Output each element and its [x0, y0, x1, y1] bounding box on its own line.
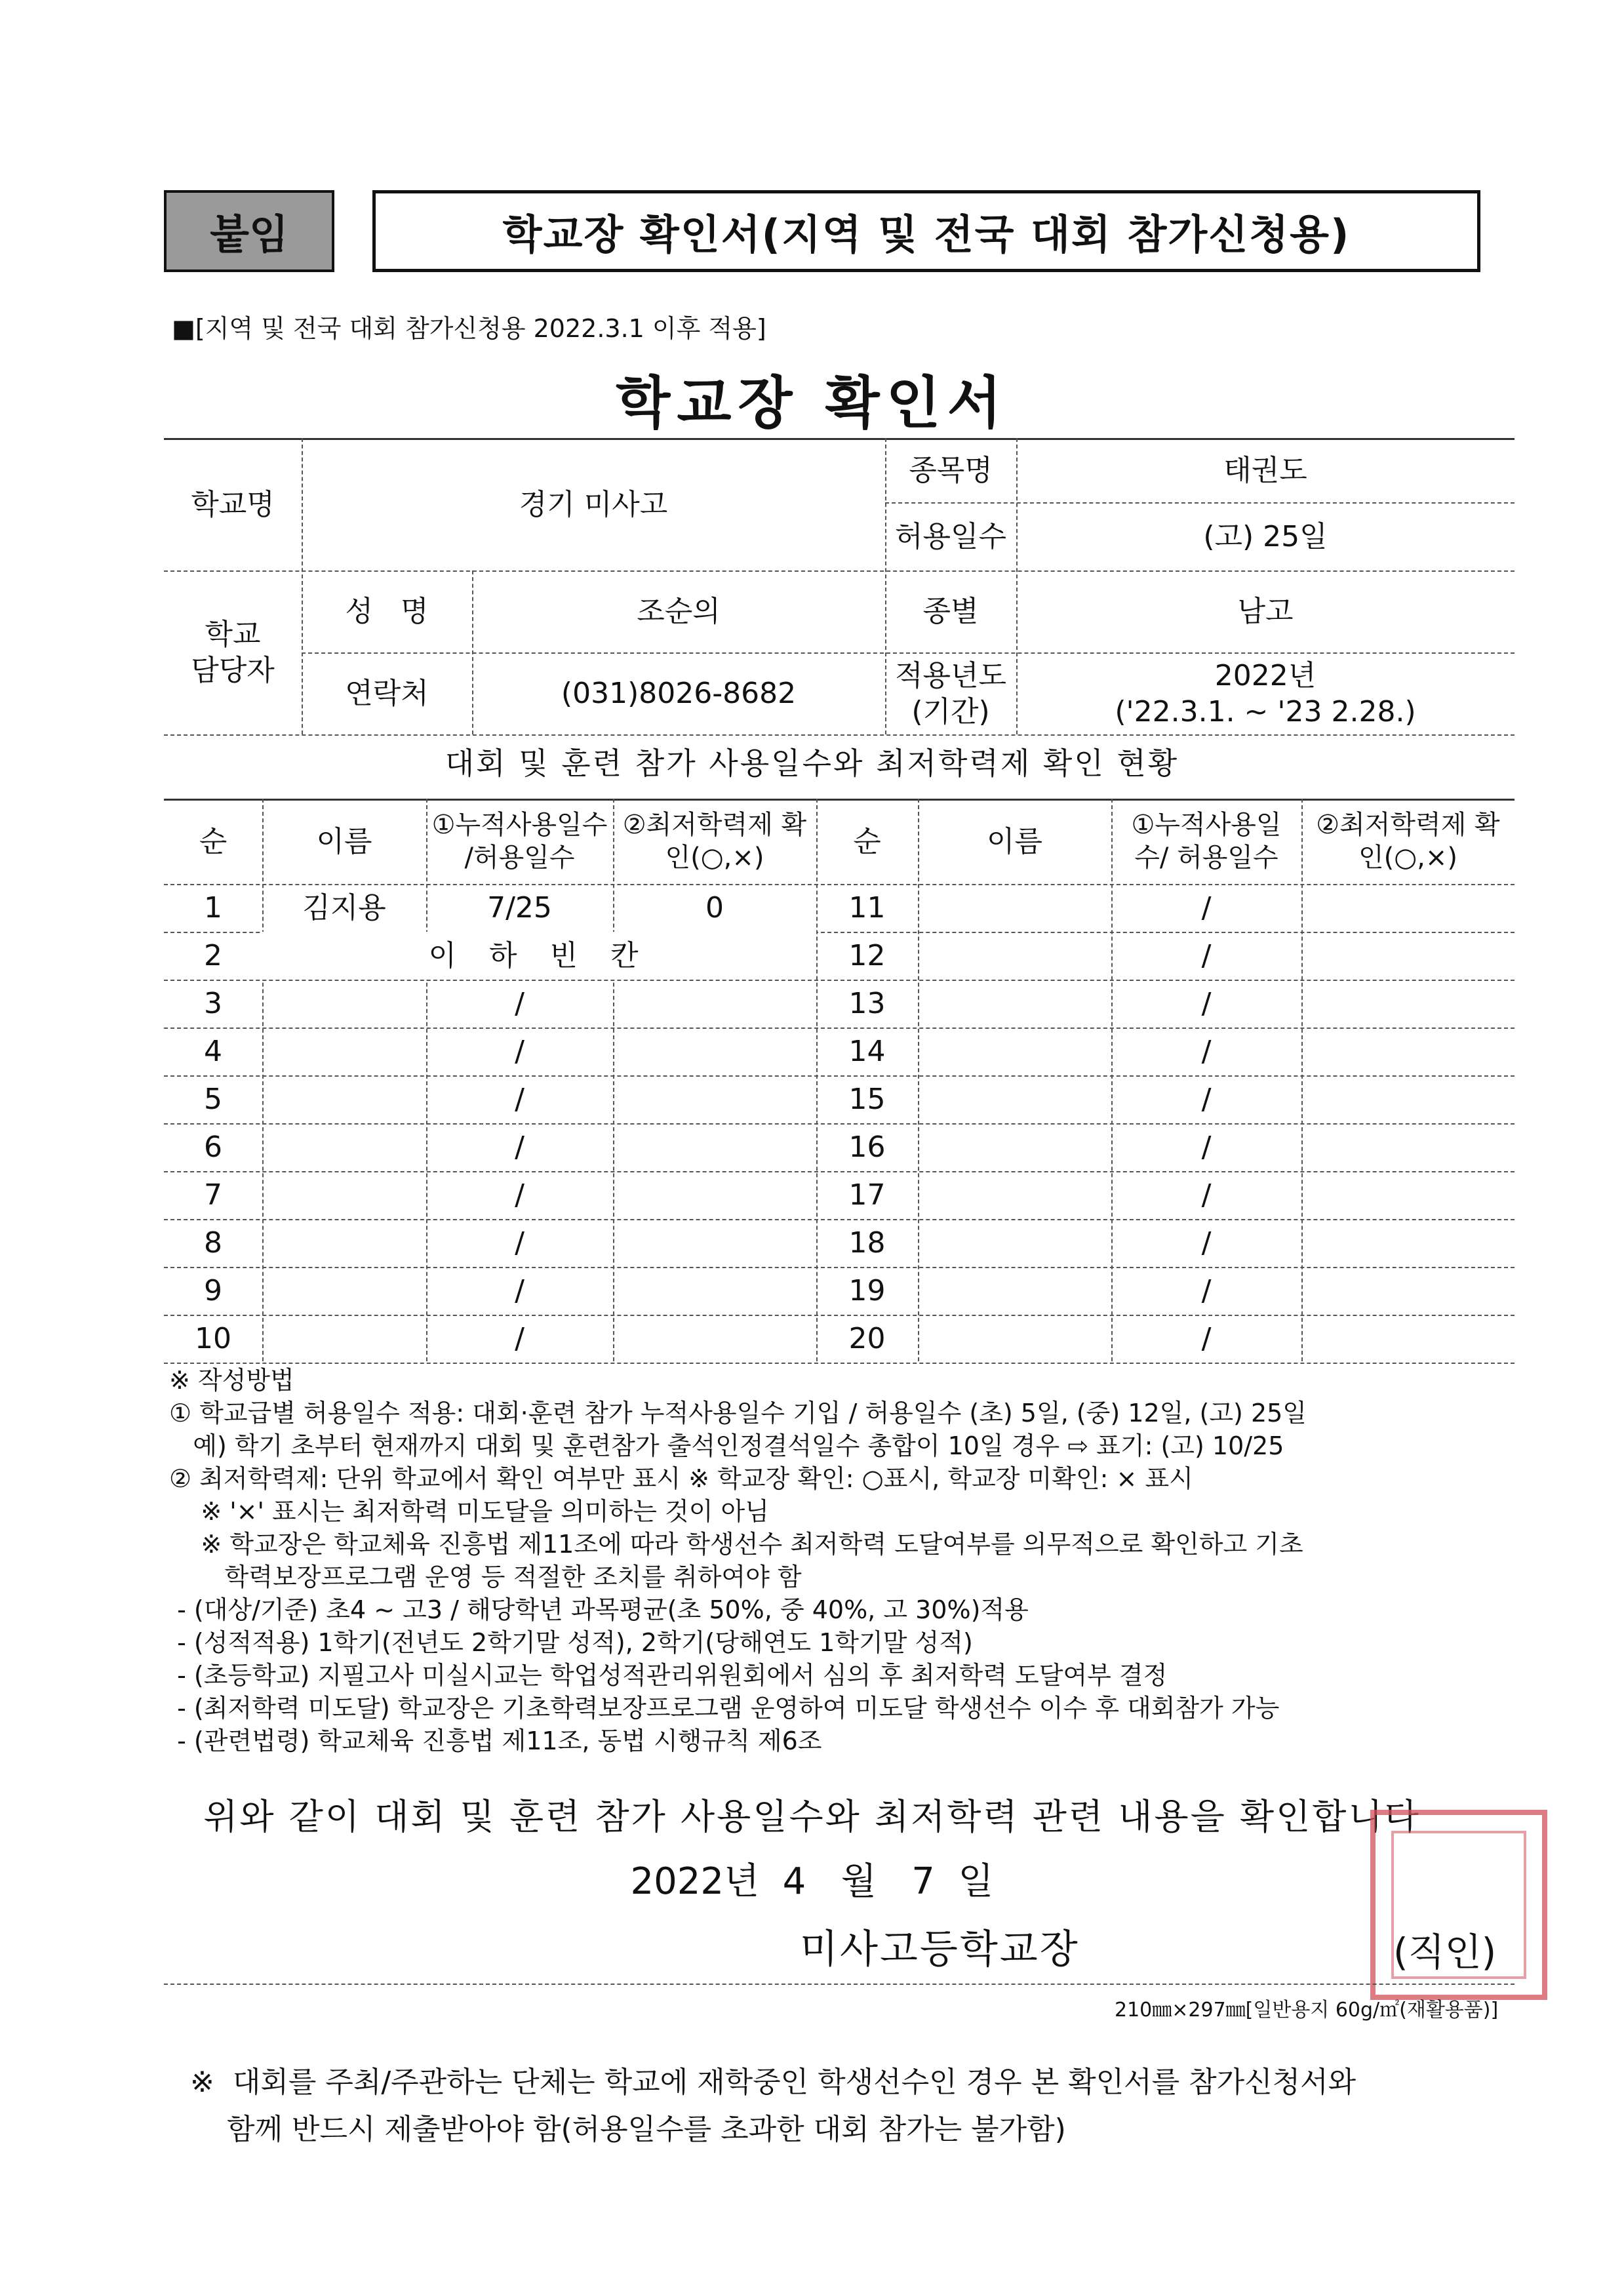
cell-used: / [515, 1130, 525, 1164]
cell-no: 8 [204, 1226, 222, 1260]
note-line: 예) 학기 초부터 현재까지 대회 및 훈련참가 출석인정결석일수 총합이 10일 경우 ⇨ 표기: (고) 10/25 [169, 1431, 1284, 1460]
cell-used: / [515, 1226, 525, 1260]
cell-check [1301, 1315, 1515, 1363]
header-name-left: 이름 [316, 824, 372, 858]
name-label: 성 명 [345, 595, 429, 628]
note-line: ② 최저학력제: 단위 학교에서 확인 여부만 표시 ※ 학교장 확인: ○표시, 학교장 미확인: × 표시 [169, 1464, 1193, 1493]
cell-check: 0 [705, 891, 724, 925]
cell-check [1301, 932, 1515, 980]
cell-check [1301, 1028, 1515, 1075]
cell-no: 16 [848, 1130, 886, 1164]
cell-no: 17 [848, 1178, 886, 1212]
seal-label: (직인) [1393, 1930, 1497, 1974]
cell-name [262, 1123, 426, 1171]
cell-used: / [1201, 1178, 1212, 1212]
cell-check [613, 980, 816, 1028]
year-cell [1016, 652, 1515, 734]
cell-no: 12 [848, 939, 886, 972]
cell-name [918, 980, 1111, 1028]
note-line: - (대상/기준) 초4 ~ 고3 / 해당학년 과목평균(초 50%, 중 40%, 고 30%)적용 [169, 1595, 1029, 1624]
contact-label: 연락처 [345, 677, 429, 710]
year-label: 적용년도 (기간) [894, 658, 1006, 728]
cell-check [613, 1219, 816, 1267]
cell-used: / [1201, 939, 1212, 972]
header-check-right: ②최저학력제 확인(○,×) [1316, 810, 1500, 873]
sport-label: 종목명 [909, 453, 993, 487]
cell-check [1301, 1075, 1515, 1123]
note-line: - (초등학교) 지필고사 미실시교는 학업성적관리위원회에서 심의 후 최저학력 도달여부 결정 [169, 1661, 1168, 1690]
cell-name [918, 1123, 1111, 1171]
cell-check [1301, 1267, 1515, 1315]
cell-check [1301, 1123, 1515, 1171]
cell-no: 11 [848, 891, 886, 925]
header-no-right: 순 [853, 824, 881, 858]
header-name-right: 이름 [986, 824, 1042, 858]
note-line: ※ 작성방법 [169, 1366, 294, 1395]
scope-note: ■[지역 및 전국 대회 참가신청용 2022.3.1 이후 적용] [172, 314, 766, 343]
cell-no: 19 [848, 1274, 886, 1307]
cell-used: / [1201, 987, 1212, 1020]
note-line: - (최저학력 미도달) 학교장은 기초학력보장프로그램 운영하여 미도달 학생선수 이수 후 대회참가 가능 [169, 1694, 1280, 1723]
principal-signature: 미사고등학교장 [800, 1926, 1080, 1972]
cell-name [262, 1267, 426, 1315]
cell-used: / [1201, 1226, 1212, 1260]
cell-no: 3 [204, 987, 222, 1020]
cell-used: / [515, 1178, 525, 1212]
cell-check [1301, 1219, 1515, 1267]
cell-name [262, 1219, 426, 1267]
cell-name [918, 1267, 1111, 1315]
cell-check [613, 1123, 816, 1171]
cell-check [613, 1315, 816, 1363]
cell-no: 2 [204, 939, 222, 972]
cell-name [918, 1075, 1111, 1123]
year-period: ('22.3.1. ~ '23 2.28.) [1115, 694, 1416, 728]
cell-check [613, 1267, 816, 1315]
paper-spec: 210㎜×297㎜[일반용지 60g/㎡(재활용품)] [1115, 1999, 1499, 2022]
cell-used: / [1201, 1274, 1212, 1307]
cell-check [1301, 980, 1515, 1028]
footer-line: 함께 반드시 제출받아야 함(허용일수를 초과한 대회 참가는 불가함) [190, 2113, 1066, 2146]
cell-name [918, 884, 1111, 932]
cell-no: 15 [848, 1083, 886, 1116]
header-used-left: ①누적사용일수 /허용일수 [431, 810, 608, 873]
contact-value: (031)8026-8682 [561, 677, 797, 710]
cell-used: / [515, 1083, 525, 1116]
note-line: ※ 학교장은 학교체육 진흥법 제11조에 따라 학생선수 최저학력 도달여부를 의무적으로 확인하고 기초 [169, 1530, 1303, 1559]
sport-value: 태권도 [1223, 453, 1307, 487]
attachment-tag: 붙임 [164, 190, 334, 272]
note-line: - (관련법령) 학교체육 진흥법 제11조, 동법 시행규칙 제6조 [169, 1726, 822, 1755]
blank-note: 이 하 빈 칸 [262, 932, 816, 980]
header-check-left: ②최저학력제 확인(○,×) [622, 810, 807, 873]
cell-check [613, 1075, 816, 1123]
footer-line: ※ 대회를 주최/주관하는 단체는 학교에 재학중인 학생선수인 경우 본 확인서를 참가신청서와 [190, 2066, 1357, 2099]
cell-name [918, 1219, 1111, 1267]
cell-name [262, 980, 426, 1028]
cell-no: 14 [848, 1035, 886, 1068]
cell-used: / [1201, 1035, 1212, 1068]
note-line: ① 학교급별 허용일수 적용: 대회·훈련 참가 누적사용일수 기입 / 허용일수 (초) 5일, (중) 12일, (고) 25일 [169, 1399, 1307, 1427]
school-value: 경기 미사고 [519, 487, 668, 521]
cell-used: / [515, 1322, 525, 1355]
header-no-left: 순 [199, 824, 228, 858]
issue-date: 2022년 4 월 7 일 [630, 1860, 994, 1903]
cell-no: 4 [204, 1035, 222, 1068]
allowed-label: 허용일수 [894, 519, 1006, 553]
cell-no: 13 [848, 987, 886, 1020]
cell-name [262, 1028, 426, 1075]
section-title: 대회 및 훈련 참가 사용일수와 최저학력제 확인 현황 [445, 746, 1179, 781]
cell-check [613, 1171, 816, 1219]
cell-name [918, 1171, 1111, 1219]
writing-guide [169, 1364, 1546, 1757]
gender-label: 종별 [922, 595, 979, 628]
header-used-right: ①누적사용일수/ 허용일수 [1131, 810, 1282, 873]
cell-name [918, 932, 1111, 980]
cell-used: / [1201, 891, 1212, 925]
note-line: 학력보장프로그램 운영 등 적절한 조치를 취하여야 함 [169, 1563, 802, 1591]
cell-name [262, 1171, 426, 1219]
cell-used: / [515, 987, 525, 1020]
cell-no: 9 [204, 1274, 222, 1307]
cell-name [918, 1028, 1111, 1075]
cell-no: 1 [204, 891, 222, 925]
cell-used: 7/25 [487, 891, 552, 925]
cell-used: / [515, 1035, 525, 1068]
allowed-value: (고) 25일 [1203, 519, 1328, 553]
year-value: 2022년 [1214, 658, 1317, 692]
cell-no: 5 [204, 1083, 222, 1116]
cell-name: 김지용 [302, 891, 386, 925]
cell-used: / [1201, 1083, 1212, 1116]
gender-value: 남고 [1237, 595, 1294, 628]
document-heading: 학교장 확인서(지역 및 전국 대회 참가신청용) [372, 190, 1480, 272]
confirmation-text: 위와 같이 대회 및 훈련 참가 사용일수와 최저학력 관련 내용을 확인합니다 [203, 1796, 1421, 1837]
staff-label: 학교 담당자 [191, 618, 275, 687]
cell-no: 6 [204, 1130, 222, 1164]
school-label: 학교명 [191, 487, 275, 521]
cell-no: 18 [848, 1226, 886, 1260]
page-title: 학교장 확인서 [616, 370, 1008, 436]
cell-used: / [1201, 1322, 1212, 1355]
note-line: - (성적적용) 1학기(전년도 2학기말 성적), 2학기(당해연도 1학기말 성적) [169, 1628, 973, 1657]
cell-name [262, 1315, 426, 1363]
cell-no: 10 [195, 1322, 231, 1355]
cell-used: / [515, 1274, 525, 1307]
cell-check [1301, 1171, 1515, 1219]
cell-name [262, 1075, 426, 1123]
name-value: 조순의 [637, 595, 721, 628]
cell-check [1301, 884, 1515, 932]
cell-used: / [1201, 1130, 1212, 1164]
cell-no: 7 [204, 1178, 222, 1212]
cell-no: 20 [848, 1322, 886, 1355]
cell-check [613, 1028, 816, 1075]
note-line: ※ '×' 표시는 최저학력 미도달을 의미하는 것이 아님 [169, 1497, 769, 1526]
footer-note [190, 2059, 1356, 2153]
cell-name [918, 1315, 1111, 1363]
